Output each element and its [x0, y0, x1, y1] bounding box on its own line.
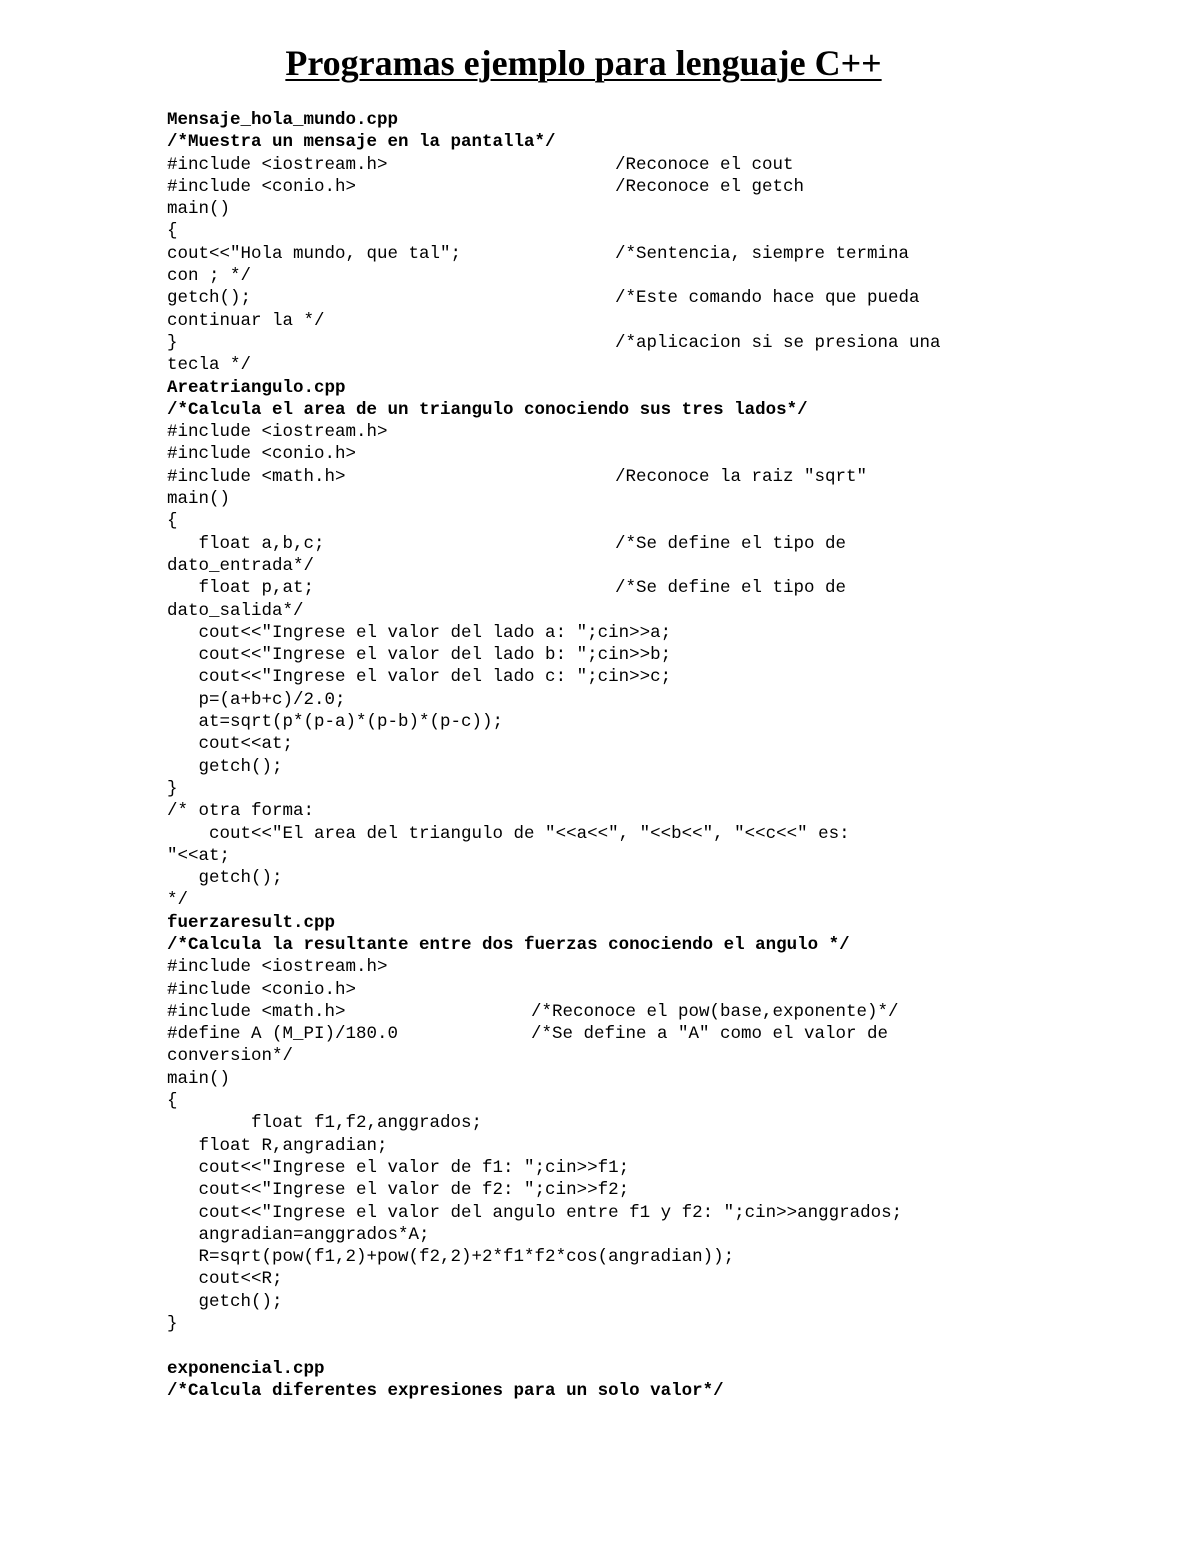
code-line — [167, 1045, 1167, 1067]
code-text: R=sqrt(pow(f1,2)+pow(f2,2)+2*f1*f2*cos(angradian)); — [167, 1247, 735, 1268]
code-line — [167, 466, 1167, 488]
code-text: #include <math.h> — [167, 1001, 346, 1022]
code-line — [167, 1246, 1167, 1268]
code-line — [167, 689, 1167, 711]
code-comment: /*aplicacion si se presiona una — [615, 332, 941, 353]
code-line — [167, 600, 1167, 622]
code-line — [167, 287, 1167, 309]
code-line — [167, 845, 1167, 867]
code-text: exponencial.cpp — [167, 1358, 325, 1379]
code-text: angradian=anggrados*A; — [167, 1224, 430, 1245]
code-text: main() — [167, 1068, 231, 1089]
code-heading-line — [167, 109, 1167, 131]
code-heading-line — [167, 1380, 1167, 1402]
code-line — [167, 1335, 1167, 1357]
code-line — [167, 198, 1167, 220]
code-comment: /*Este comando hace que pueda — [615, 288, 920, 309]
code-comment: /Reconoce el getch — [615, 176, 805, 197]
code-line — [167, 1202, 1167, 1224]
code-line — [167, 756, 1167, 778]
code-text: /* otra forma: — [167, 801, 315, 822]
code-listing — [167, 109, 1167, 1402]
code-line — [167, 1112, 1167, 1134]
code-line — [167, 867, 1167, 889]
code-text: } — [167, 778, 178, 799]
code-line — [167, 265, 1167, 287]
code-text: cout<<R; — [167, 1269, 283, 1290]
code-text: #include <iostream.h> — [167, 957, 388, 978]
page-title: Programas ejemplo para lenguaje C++ — [285, 43, 882, 83]
code-text: con ; */ — [167, 266, 252, 287]
code-text: #include <conio.h> — [167, 979, 357, 1000]
code-text: cout<<at; — [167, 734, 294, 755]
code-text: */ — [167, 890, 189, 911]
code-text: getch(); — [167, 1291, 283, 1312]
code-text: /*Muestra un mensaje en la pantalla*/ — [167, 132, 556, 153]
code-line — [167, 243, 1167, 265]
code-line — [167, 1291, 1167, 1313]
code-line — [167, 1313, 1167, 1335]
code-text: { — [167, 511, 178, 532]
code-text: } — [167, 332, 178, 353]
code-comment: /Reconoce el cout — [615, 154, 794, 175]
code-text: #include <conio.h> — [167, 444, 357, 465]
code-line — [167, 310, 1167, 332]
code-text: /*Calcula el area de un triangulo conociendo sus tres lados*/ — [167, 399, 808, 420]
code-line — [167, 666, 1167, 688]
code-text: } — [167, 1314, 178, 1335]
code-text: tecla */ — [167, 355, 252, 376]
code-line — [167, 711, 1167, 733]
code-text: { — [167, 1091, 178, 1112]
code-comment: /*Reconoce el pow(base,exponente)*/ — [531, 1001, 899, 1022]
code-text: float f1,f2,anggrados; — [167, 1113, 483, 1134]
code-text: getch(); — [167, 868, 283, 889]
code-text: p=(a+b+c)/2.0; — [167, 689, 346, 710]
code-comment: /*Se define el tipo de — [615, 578, 847, 599]
code-line — [167, 176, 1167, 198]
code-line — [167, 889, 1167, 911]
code-text: at=sqrt(p*(p-a)*(p-b)*(p-c)); — [167, 712, 504, 733]
code-line — [167, 1023, 1167, 1045]
code-line — [167, 533, 1167, 555]
code-comment: /*Se define a "A" como el valor de — [531, 1024, 889, 1045]
code-text: continuar la */ — [167, 310, 325, 331]
code-line — [167, 1090, 1167, 1112]
code-heading-line — [167, 377, 1167, 399]
code-text: Areatriangulo.cpp — [167, 377, 346, 398]
code-text: cout<<"Ingrese el valor del angulo entre f1 y f2: ";cin>>anggrados; — [167, 1202, 903, 1223]
code-line — [167, 510, 1167, 532]
code-line — [167, 979, 1167, 1001]
code-text: Mensaje_hola_mundo.cpp — [167, 110, 399, 130]
code-line — [167, 154, 1167, 176]
code-text: cout<<"Ingrese el valor de f2: ";cin>>f2; — [167, 1180, 630, 1201]
code-text: #include <iostream.h> — [167, 422, 388, 443]
code-text: { — [167, 221, 178, 242]
code-heading-line — [167, 399, 1167, 421]
code-text: float a,b,c; — [167, 533, 325, 554]
code-text: cout<<"Ingrese el valor del lado a: ";cin>>a; — [167, 622, 672, 643]
code-text: dato_entrada*/ — [167, 555, 315, 576]
code-comment: /*Se define el tipo de — [615, 533, 847, 554]
code-text: #include <math.h> — [167, 466, 346, 487]
code-line — [167, 332, 1167, 354]
code-line — [167, 1135, 1167, 1157]
code-line — [167, 421, 1167, 443]
code-heading-line — [167, 131, 1167, 153]
code-line — [167, 622, 1167, 644]
code-text: cout<<"Ingrese el valor de f1: ";cin>>f1; — [167, 1157, 630, 1178]
code-text: cout<<"El area del triangulo de "<<a<<", "<<b<<", "<<c<<" es: — [167, 823, 850, 844]
code-text: #include <conio.h> — [167, 176, 357, 197]
code-line — [167, 220, 1167, 242]
code-text: cout<<"Ingrese el valor del lado b: ";cin>>b; — [167, 645, 672, 666]
code-text: dato_salida*/ — [167, 600, 304, 621]
code-comment: /*Sentencia, siempre termina — [615, 243, 910, 264]
code-line — [167, 956, 1167, 978]
code-text: #define A (M_PI)/180.0 — [167, 1024, 399, 1045]
code-line — [167, 733, 1167, 755]
code-line — [167, 1068, 1167, 1090]
code-line — [167, 778, 1167, 800]
code-text: main() — [167, 199, 231, 220]
code-text: /*Calcula diferentes expresiones para un solo valor*/ — [167, 1380, 724, 1401]
code-line — [167, 644, 1167, 666]
code-text: cout<<"Hola mundo, que tal"; — [167, 243, 462, 264]
code-line — [167, 577, 1167, 599]
code-text: conversion*/ — [167, 1046, 294, 1067]
code-line — [167, 354, 1167, 376]
code-text: "<<at; — [167, 845, 231, 866]
code-line — [167, 1157, 1167, 1179]
code-text: getch(); — [167, 288, 252, 309]
code-text: float p,at; — [167, 578, 315, 599]
code-text: getch(); — [167, 756, 283, 777]
code-line — [167, 823, 1167, 845]
code-text: cout<<"Ingrese el valor del lado c: ";cin>>c; — [167, 667, 672, 688]
code-heading-line — [167, 1358, 1167, 1380]
code-text: #include <iostream.h> — [167, 154, 388, 175]
code-text: main() — [167, 489, 231, 510]
code-line — [167, 488, 1167, 510]
code-line — [167, 1179, 1167, 1201]
code-line — [167, 443, 1167, 465]
code-heading-line — [167, 912, 1167, 934]
code-line — [167, 1268, 1167, 1290]
code-text: float R,angradian; — [167, 1135, 388, 1156]
code-line — [167, 1224, 1167, 1246]
code-line — [167, 555, 1167, 577]
code-text: fuerzaresult.cpp — [167, 912, 336, 933]
code-comment: /Reconoce la raiz "sqrt" — [615, 466, 868, 487]
code-text: /*Calcula la resultante entre dos fuerzas conociendo el angulo */ — [167, 934, 850, 955]
code-line — [167, 1001, 1167, 1023]
code-heading-line — [167, 934, 1167, 956]
code-line — [167, 800, 1167, 822]
